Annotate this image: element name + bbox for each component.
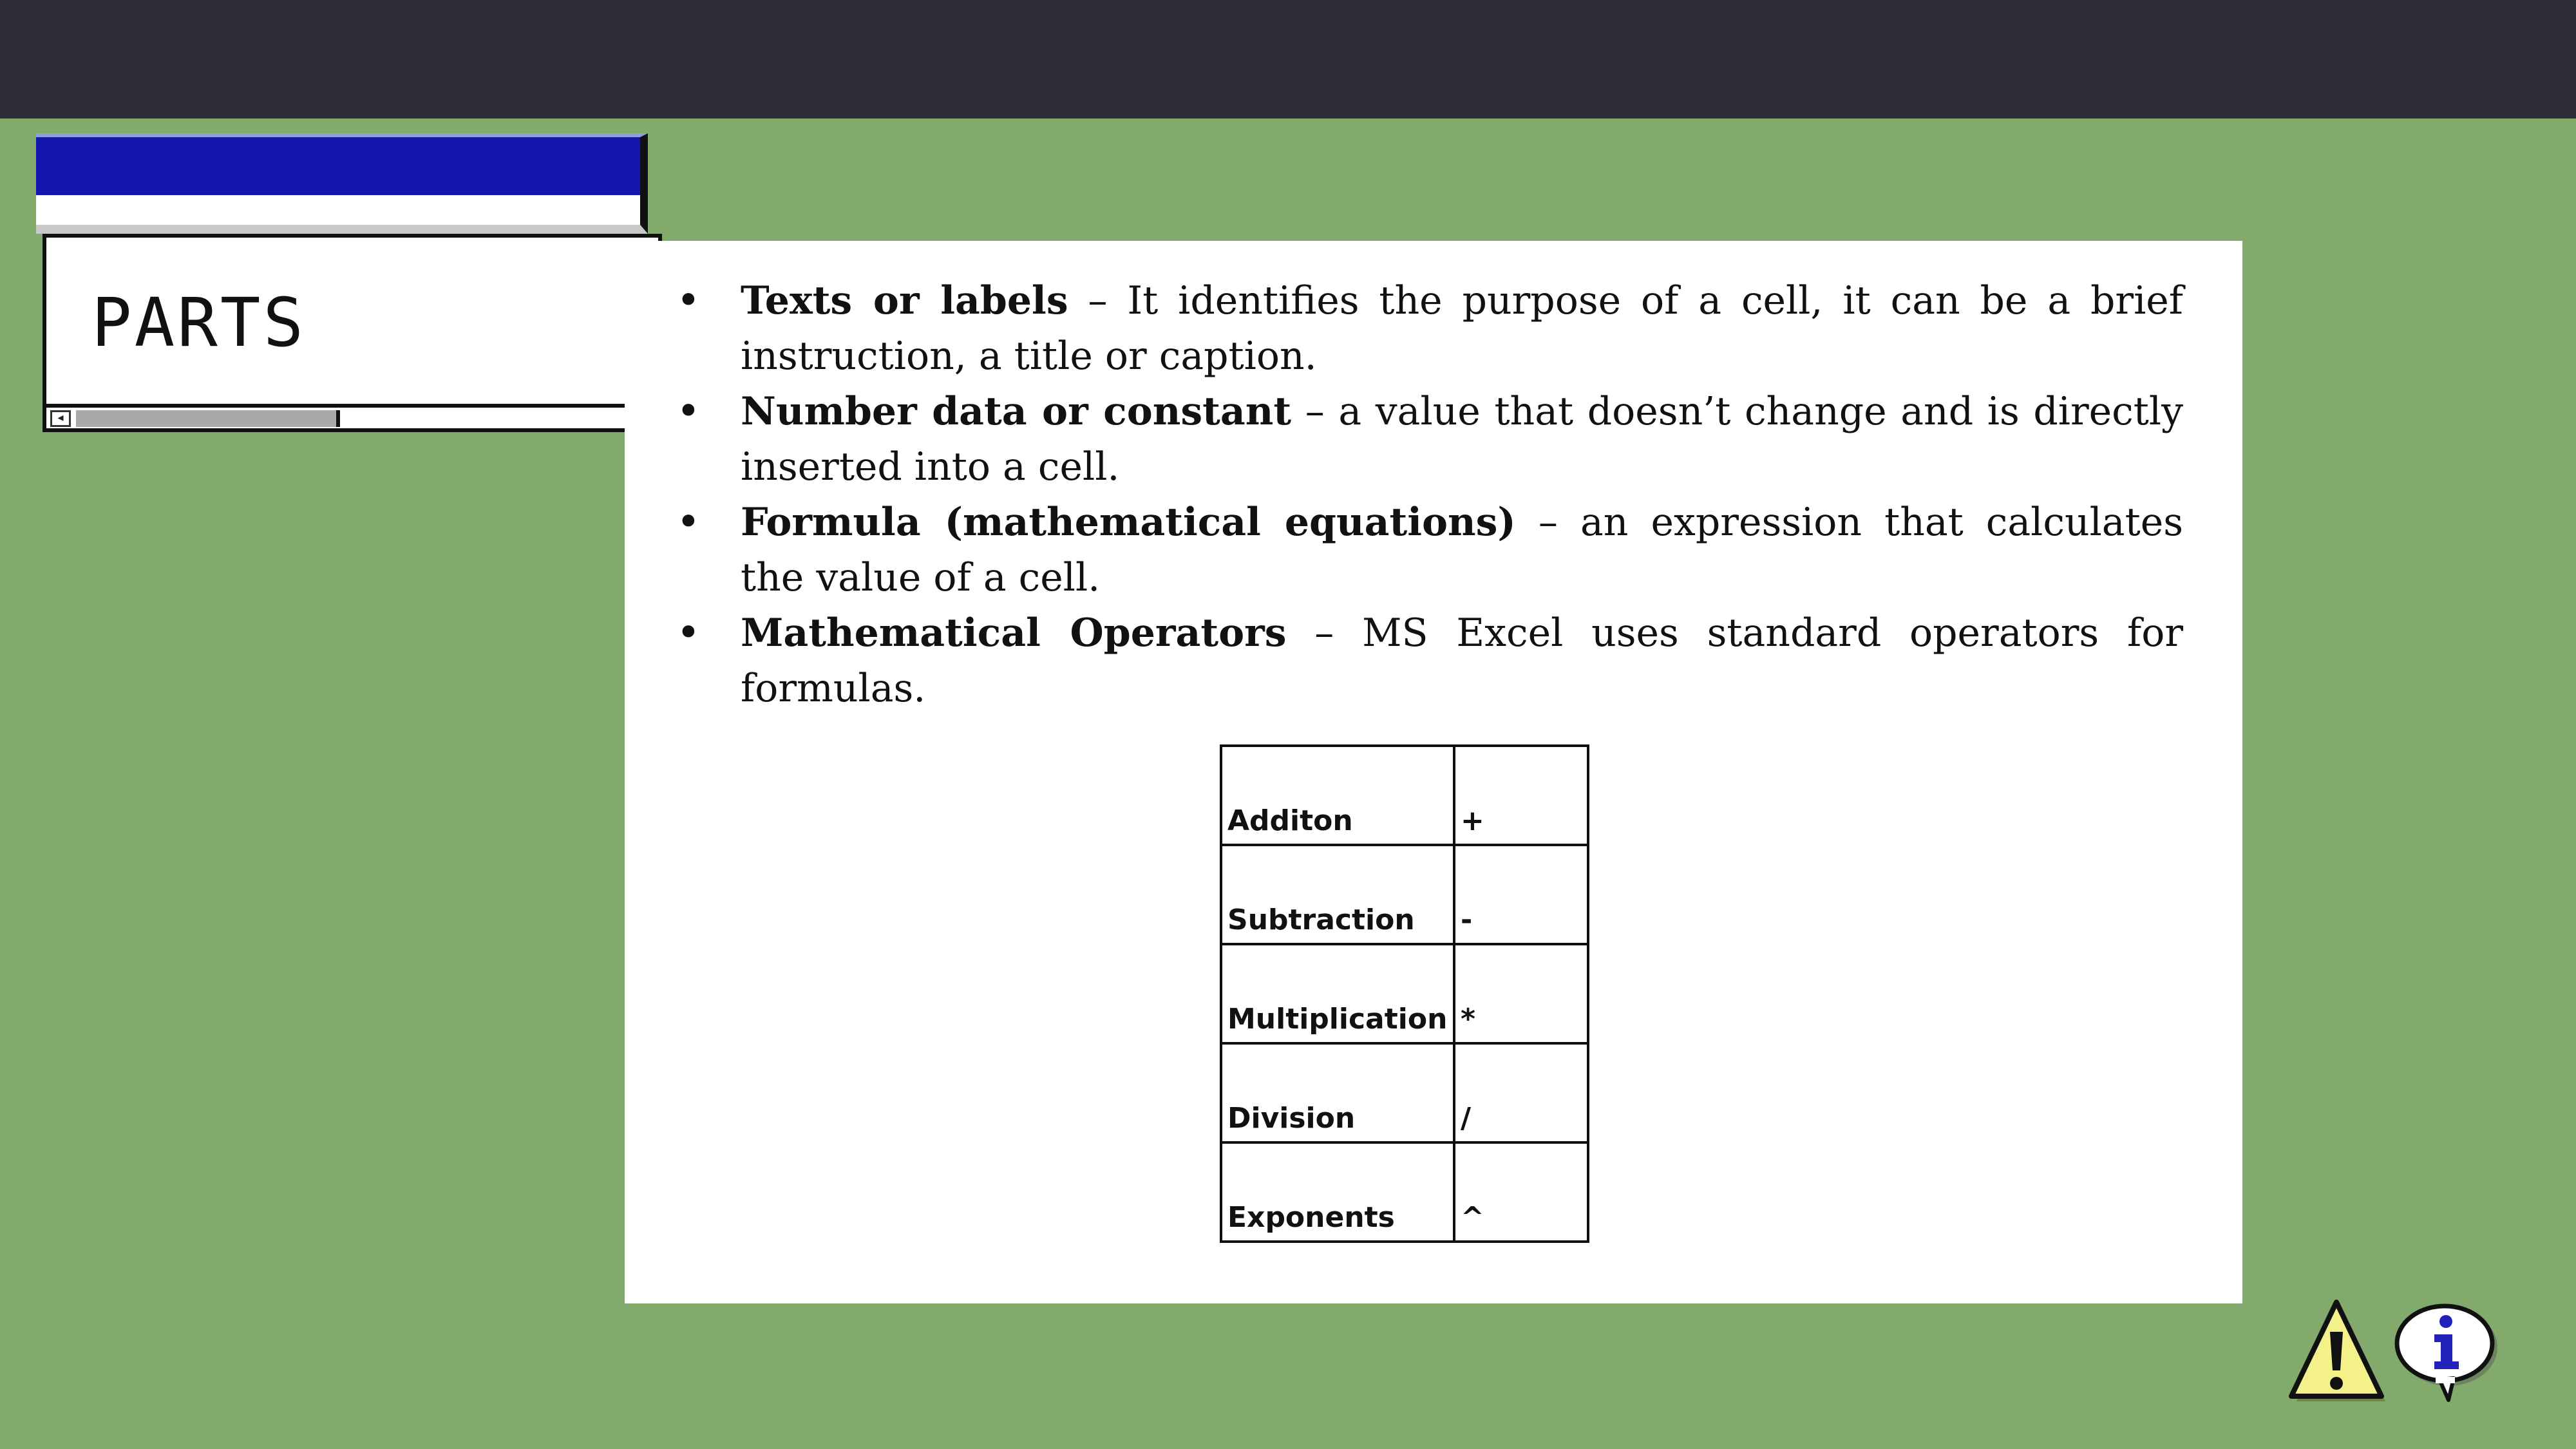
horizontal-scrollbar[interactable] [43,404,662,432]
warning-icon[interactable] [2287,1298,2391,1408]
table-row [1221,845,1588,944]
retro-window [36,133,654,442]
operator-symbol: - [1454,845,1588,944]
bullet-list [676,273,2183,716]
operator-name: Exponents [1221,1142,1454,1242]
bullet-item [676,273,2183,384]
window-body [43,234,662,427]
table-row [1221,1043,1588,1142]
operator-name: Division [1221,1043,1454,1142]
bullet-text: – It identifies the purpose of a cell, it can be a brief instruction, a title or caption. [741,278,2184,379]
bullet-item [676,495,2183,605]
window-title-bar[interactable] [36,133,648,195]
scroll-thumb[interactable] [76,410,340,427]
top-bar [0,0,2576,118]
operators-table [1220,744,1589,1243]
table-row [1221,1142,1588,1242]
operator-symbol: + [1454,746,1588,845]
bullet-term: Formula (mathematical equations) [741,500,1516,545]
bullet-text: – MS Excel uses standard operators for formulas. [741,611,2184,711]
bullet-item [676,384,2183,495]
document-panel [625,241,2242,1303]
operator-symbol: ^ [1454,1142,1588,1242]
operator-name: Multiplication [1221,944,1454,1043]
operator-symbol: / [1454,1043,1588,1142]
info-icon[interactable] [2394,1301,2504,1404]
window-title-text: PARTS [91,283,307,362]
bullet-term: Texts or labels [741,278,1068,323]
operator-name: Subtraction [1221,845,1454,944]
window-menu-strip [36,195,648,234]
operator-symbol: * [1454,944,1588,1043]
bullet-item [676,605,2183,716]
bullet-text: – an expression that calculates the value of a cell. [741,500,2183,600]
operator-name: Additon [1221,746,1454,845]
table-row [1221,746,1588,845]
bullet-text: – a value that doesn’t change and is directly inserted into a cell. [741,389,2183,489]
scroll-left-button[interactable]: ◂ [50,410,71,427]
table-row [1221,944,1588,1043]
bullet-term: Mathematical Operators [741,611,1287,656]
bullet-term: Number data or constant [741,389,1292,434]
